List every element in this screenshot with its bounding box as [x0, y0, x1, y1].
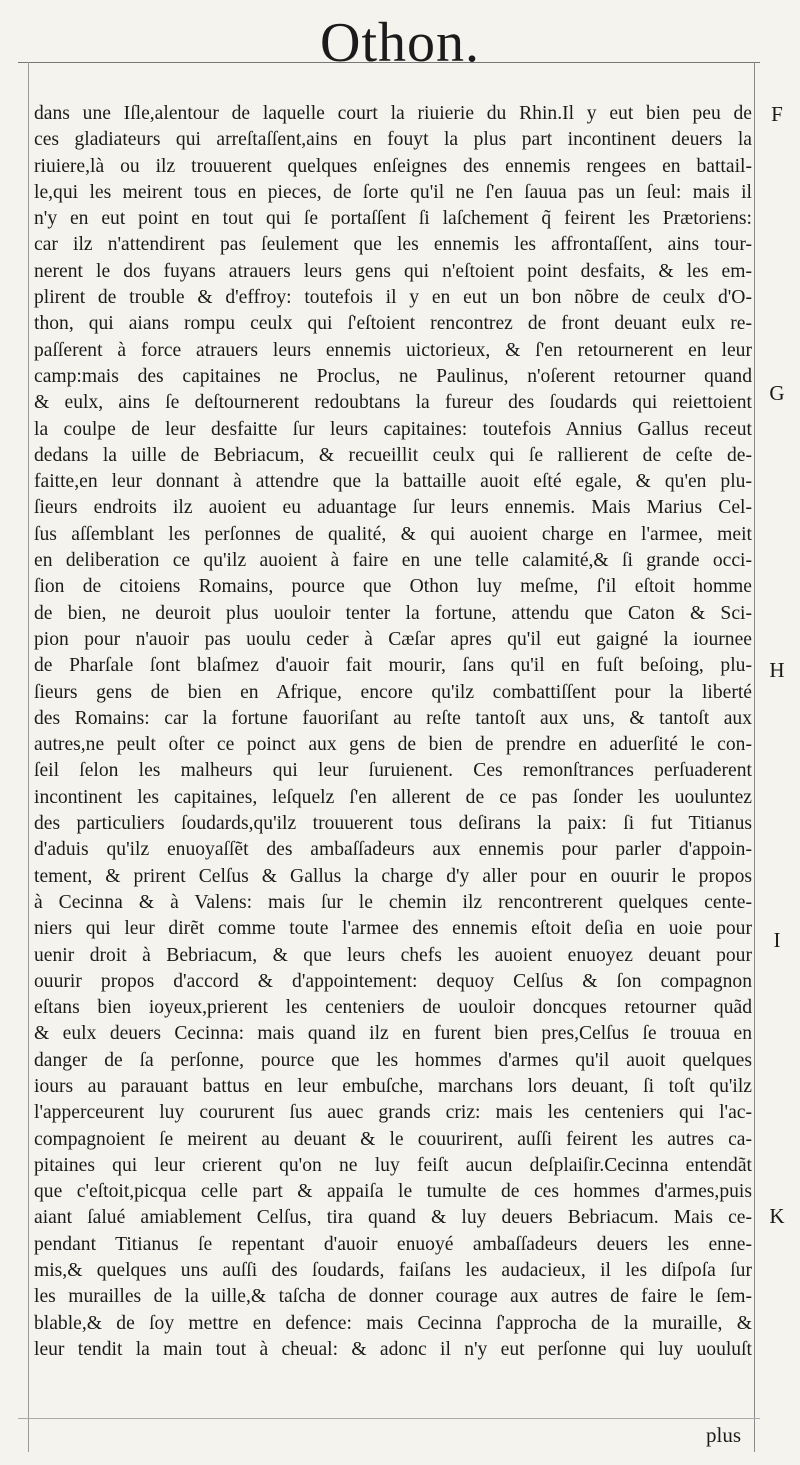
margin-marker-k: K	[769, 1204, 785, 1228]
text-line: ces gladiateurs qui arreſtaſſent,ains en fouyt la plus part incontinent deuers la	[34, 129, 752, 151]
text-line: d'aduis qu'ilz enuoyaſſẽt des ambaſſadeurs aux ennemis pour parler d'appoin-	[34, 839, 752, 861]
text-line: la coulpe de leur desfaitte ſur leurs capitaines: toutefois Annius Gallus receut	[34, 418, 752, 440]
text-line: n'y en eut point en tout qui ſe portaſſent ſi laſchement q̃ feirent les Prætoriens:	[34, 208, 752, 230]
text-line: riuiere,là ou ilz trouuerent quelques enſeignes des ennemis rengees en battail-	[34, 155, 752, 177]
text-line: ſeil ſelon les malheurs qui leur ſuruienent. Ces remonſtrances perſuaderent	[34, 760, 752, 782]
text-line: ſus aſſemblant les perſonnes de qualité, & qui auoient charge en l'armee, meit	[34, 523, 752, 545]
text-line: niers qui leur dirẽt comme toute l'armee des ennemis eſtoit deſia en uoie pour	[34, 918, 752, 940]
text-line: ſieurs gens de bien en Afrique, encore qu'ilz combattiſſent pour la liberté	[34, 681, 752, 703]
text-line: danger de ſa perſonne, pource que les hommes d'armes qu'il auoit quelques	[34, 1049, 752, 1071]
text-line: incontinent les capitaines, leſquelz ſ'en allerent de ce pas ſonder les uouluntez	[34, 786, 752, 808]
margin-marker-i: I	[773, 928, 781, 952]
text-line: les murailles de la uille,& taſcha de donner courage aux autres de faire le ſem-	[34, 1286, 752, 1308]
text-line: pitaines qui leur crierent qu'on ne luy feiſt aucun deſplaiſir.Cecinna entendãt	[34, 1154, 752, 1176]
text-line: eſtans bien ioyeux,prierent les centeniers de uouloir doncques retourner quãd	[34, 997, 752, 1019]
text-line: pion pour n'auoir pas uoulu ceder à Cæſar apres qu'il eut gaigné la iournee	[34, 628, 752, 650]
text-line: des Romains: car la fortune fauoriſant au reſte tantoſt aux uns, & tantoſt aux	[34, 707, 752, 729]
text-line: dedans la uille de Bebriacum, & recueillit ceulx qui ſe rallierent de ceſte de-	[34, 444, 752, 466]
text-line: faitte,en leur donnant à attendre que la battaille auoit eſté egale, & qu'en plu-	[34, 471, 752, 493]
text-line: en deliberation ce qu'ilz auoient à faire en une telle calamité,& ſi grande occi-	[34, 550, 752, 572]
text-line: pendant Titianus ſe repentant d'auoir enuoyé ambaſſadeurs deuers les enne-	[34, 1233, 752, 1255]
text-line: thon, qui aians rompu ceulx qui ſ'eſtoient rencontrez de front deuant eulx re-	[34, 313, 752, 335]
body-text	[34, 101, 752, 1363]
text-line: nerent le dos fuyans atrauers leurs gens qui n'eſtoient point desfaits, & les em-	[34, 260, 752, 282]
text-line: blable,& de ſoy mettre en defence: mais Cecinna ſ'approcha de la muraille, &	[34, 1312, 752, 1334]
text-line: de bien, ne deuroit plus uouloir tenter la fortune, attendu que Caton & Sci-	[34, 602, 752, 624]
running-head: Othon.	[320, 12, 480, 74]
text-line: leur tendit la main tout à cheual: & adonc il n'y eut perſonne qui luy uouluſt	[34, 1338, 752, 1360]
text-line: de Pharſale ſont blaſmez d'auoir fait mourir, ſans qu'il en fuſt beſoing, plu-	[34, 655, 752, 677]
text-line: ſieurs endroits ilz auoient eu aduantage ſur leurs ennemis. Mais Marius Cel-	[34, 497, 752, 519]
text-line: autres,ne peult oſter ce poinct aux gens de bien de prendre en aduerſité le con-	[34, 734, 752, 756]
margin-marker-h: H	[769, 658, 785, 682]
left-margin-rule	[28, 62, 29, 1452]
right-margin-rule	[754, 62, 755, 1452]
text-line: à Cecinna & à Valens: mais ſur le chemin ilz rencontrerent quelques cente-	[34, 891, 752, 913]
margin-marker-g: G	[769, 381, 785, 405]
text-line: des particuliers ſoudards,qu'ilz trouuerent tous deſirans la paix: ſi fut Titianus	[34, 813, 752, 835]
text-line: compagnoient ſe meirent au deuant & le couurirent, auſſi feirent les autres ca-	[34, 1128, 752, 1150]
margin-marker-f: F	[771, 102, 783, 126]
text-line: ſion de citoiens Romains, pource que Othon luy meſme, ſ'il eſtoit homme	[34, 576, 752, 598]
text-line: que c'eſtoit,picqua celle part & appaiſa le tumulte de ces hommes d'armes,puis	[34, 1181, 752, 1203]
bottom-rule	[18, 1418, 760, 1419]
text-line: & eulx deuers Cecinna: mais quand ilz en furent bien pres,Celſus ſe trouua en	[34, 1023, 752, 1045]
text-line: camp:mais des capitaines ne Proclus, ne Paulinus, n'oſerent retourner quand	[34, 365, 752, 387]
text-line: dans une Iſle,alentour de laquelle court la riuierie du Rhin.Il y eut bien peu de	[34, 103, 752, 124]
text-line: l'apperceurent luy coururent ſus auec grands criz: mais les centeniers qui l'ac-	[34, 1102, 752, 1124]
text-line: tement, & prirent Celſus & Gallus la charge d'y aller pour en ouurir le propos	[34, 865, 752, 887]
text-line: ouurir propos d'accord & d'appointement: dequoy Celſus & ſon compagnon	[34, 970, 752, 992]
text-line: uenir droit à Bebriacum, & que leurs chefs les auoient enuoyez deuant pour	[34, 944, 752, 966]
text-line: le,qui les meirent tous en pieces, de ſorte qu'il ne ſ'en ſauua pas un ſeul: mais il	[34, 181, 752, 203]
text-line: & eulx, ains ſe deſtournerent redoubtans la fureur des ſoudards qui reiettoient	[34, 392, 752, 414]
text-line: aiant ſalué amiablement Celſus, tira quand & luy deuers Bebriacum. Mais ce-	[34, 1207, 752, 1229]
text-line: iours au parauant battus en leur embuſche, marchans lors deuant, ſi toſt qu'ilz	[34, 1075, 752, 1097]
text-line: car ilz n'attendirent pas ſeulement que les ennemis les affrontaſſent, ains tour-	[34, 234, 752, 256]
text-line: plirent de trouble & d'effroy: toutefois il y en eut un bon nõbre de ceulx d'O-	[34, 287, 752, 309]
text-line: paſſerent à force atrauers leurs ennemis uictorieux, & ſ'en retournerent en leur	[34, 339, 752, 361]
catchword: plus	[706, 1423, 742, 1447]
text-line: mis,& quelques uns auſſi des ſoudards, faiſans les audacieux, il les diſpoſa ſur	[34, 1260, 752, 1282]
